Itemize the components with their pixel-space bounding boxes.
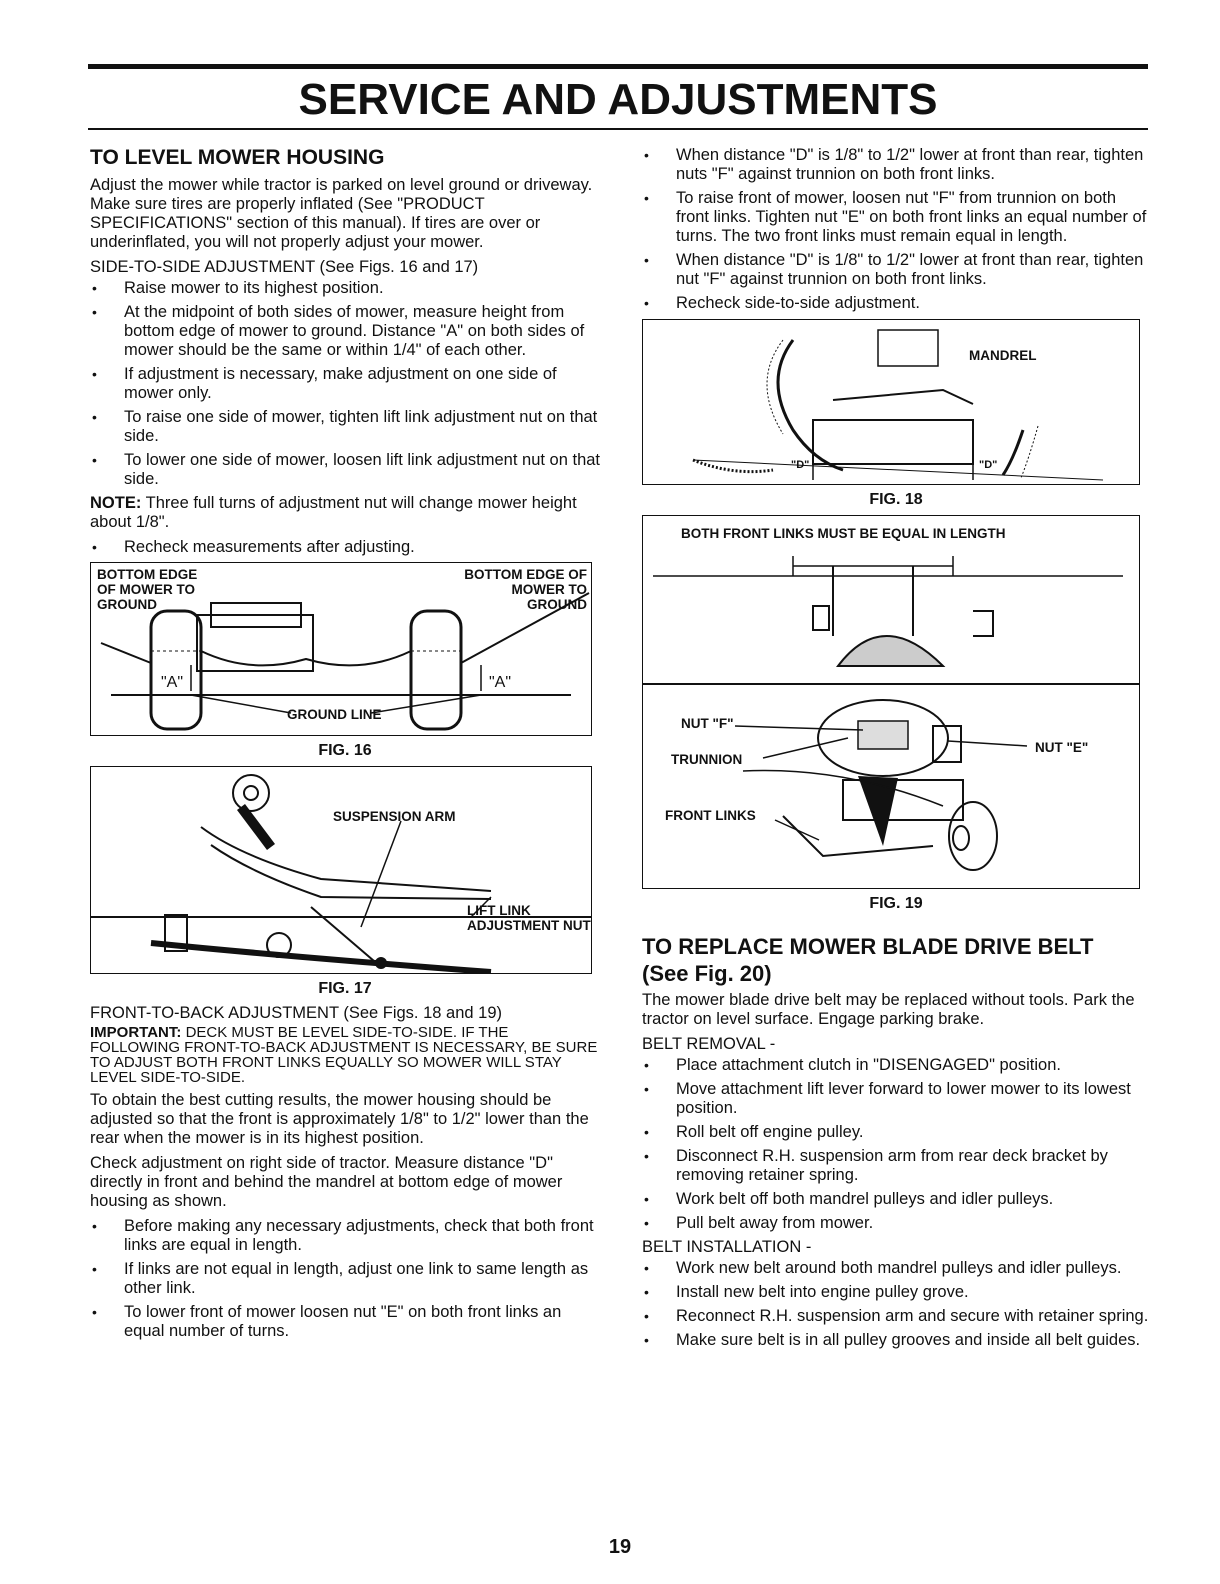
list-item: • Reconnect R.H. suspension arm and secure with retainer spring. — [642, 1307, 1150, 1326]
fig16-a-left: "A" — [161, 674, 184, 691]
page-title: SERVICE AND ADJUSTMENTS — [298, 75, 938, 124]
fig18-caption: FIG. 18 — [869, 491, 923, 508]
list-item: • Raise mower to its highest position. — [90, 279, 600, 298]
figure-18-drawing — [643, 320, 1139, 484]
list-item: • Place attachment clutch in "DISENGAGED" position. — [642, 1056, 1150, 1075]
fig16-ground-line: GROUND LINE — [287, 707, 382, 722]
top-rule — [88, 64, 1148, 69]
intro-paragraph: Adjust the mower while tractor is parked on level ground or driveway. Make sure tires are properly inflated (See "PRODUCT SPECIFICATIONS" section of this manual). If tires are over or underinflated, you will not properly adjust your mower. — [90, 176, 593, 251]
figure-18 — [642, 319, 1140, 485]
left-column — [90, 140, 600, 1346]
figure-19-drawing — [643, 516, 1139, 888]
important-note — [90, 1025, 600, 1085]
front-to-back-heading: FRONT-TO-BACK ADJUSTMENT (See Figs. 18 and 19) — [90, 1004, 503, 1022]
belt-installation-list — [642, 1259, 1150, 1350]
figure-17 — [90, 766, 592, 974]
fig19-front-links: FRONT LINKS — [665, 808, 756, 823]
note-label: NOTE: — [90, 494, 142, 512]
belt-intro: The mower blade drive belt may be replaced without tools. Park the tractor on level surface. Engage parking brake. — [642, 991, 1135, 1028]
fig18-d-left: "D" — [791, 459, 810, 471]
fig18-mandrel: MANDREL — [969, 348, 1037, 363]
side-to-side-heading: SIDE-TO-SIDE ADJUSTMENT (See Figs. 16 and 17) — [90, 258, 479, 276]
list-item: • Recheck measurements after adjusting. — [90, 538, 600, 557]
fig19-caption: FIG. 19 — [869, 895, 923, 912]
note — [90, 494, 600, 532]
recheck-list — [90, 538, 600, 557]
list-item: • To raise front of mower, loosen nut "F" from trunnion on both front links. Tighten nut "E" on both front links an equal number of turns. The two front links must remain equal in length. — [642, 189, 1150, 246]
list-item: • If links are not equal in length, adjust one link to same length as other link. — [90, 1260, 600, 1298]
belt-removal-heading: BELT REMOVAL - — [642, 1035, 776, 1053]
list-item: • Before making any necessary adjustments, check that both front links are equal in length. — [90, 1217, 600, 1255]
front-to-back-list — [90, 1217, 600, 1341]
list-item: • To lower front of mower loosen nut "E" on both front links an equal number of turns. — [90, 1303, 600, 1341]
fig19-trunnion: TRUNNION — [671, 752, 743, 767]
list-item: • Work belt off both mandrel pulleys and idler pulleys. — [642, 1190, 1150, 1209]
list-item: • Move attachment lift lever forward to lower mower to its lowest position. — [642, 1080, 1150, 1118]
section-heading-drive-belt: TO REPLACE MOWER BLADE DRIVE BELT (See Fig. 20) — [642, 934, 1094, 986]
list-item: • If adjustment is necessary, make adjustment on one side of mower only. — [90, 365, 600, 403]
fig17-caption: FIG. 17 — [318, 980, 372, 997]
fig16-a-right: "A" — [489, 674, 512, 691]
fig16-label-right: BOTTOM EDGE OF MOWER TO GROUND — [464, 567, 587, 612]
important-text: DECK MUST BE LEVEL SIDE-TO-SIDE. IF THE FOLLOWING FRONT-TO-BACK ADJUSTMENT IS NECESSARY, BE SURE TO ADJUST BOTH FRONT LINKS EQUALLY SO MOWER WILL STAY LEVEL SIDE-TO-SIDE. — [90, 1024, 598, 1086]
list-item: • Install new belt into engine pulley grove. — [642, 1283, 1150, 1302]
fig18-d-right: "D" — [979, 459, 998, 471]
list-item: • Pull belt away from mower. — [642, 1214, 1150, 1233]
right-column — [642, 146, 1150, 1355]
best-results-paragraph: To obtain the best cutting results, the mower housing should be adjusted so that the front is approximately 1/8" to 1/2" lower than the rear when the mower is in its highest position. — [90, 1091, 589, 1147]
fig17-suspension-arm: SUSPENSION ARM — [333, 809, 456, 824]
page-number: 19 — [608, 1536, 632, 1558]
belt-removal-list — [642, 1056, 1150, 1233]
important-label: IMPORTANT: — [90, 1024, 182, 1041]
list-item: • Recheck side-to-side adjustment. — [642, 294, 1150, 313]
title-underline — [88, 128, 1148, 130]
fig19-nut-f: NUT "F" — [681, 716, 734, 731]
list-item: • Disconnect R.H. suspension arm from rear deck bracket by removing retainer spring. — [642, 1147, 1150, 1185]
side-to-side-list — [90, 279, 600, 489]
fig16-caption: FIG. 16 — [318, 742, 372, 759]
note-text: Three full turns of adjustment nut will change mower height about 1/8". — [90, 494, 577, 531]
front-adjust-list — [642, 146, 1150, 313]
fig17-lift-link: LIFT LINK ADJUSTMENT NUT — [467, 903, 591, 933]
figure-19 — [642, 515, 1140, 889]
list-item: • Make sure belt is in all pulley grooves and inside all belt guides. — [642, 1331, 1150, 1350]
section-heading-level-mower: TO LEVEL MOWER HOUSING — [90, 146, 385, 169]
list-item: • Work new belt around both mandrel pulleys and idler pulleys. — [642, 1259, 1150, 1278]
list-item: • At the midpoint of both sides of mower, measure height from bottom edge of mower to ground. Distance "A" on both sides of mower should be the same or within 1/4" of each other. — [90, 303, 600, 360]
list-item: • When distance "D" is 1/8" to 1/2" lower at front than rear, tighten nuts "F" against trunnion on both front links. — [642, 146, 1150, 184]
list-item: • Roll belt off engine pulley. — [642, 1123, 1150, 1142]
fig16-label-left: BOTTOM EDGE OF MOWER TO GROUND — [97, 567, 198, 612]
list-item: • When distance "D" is 1/8" to 1/2" lower at front than rear, tighten nut "F" against trunnion on both front links. — [642, 251, 1150, 289]
belt-installation-heading: BELT INSTALLATION - — [642, 1238, 812, 1256]
fig19-header: BOTH FRONT LINKS MUST BE EQUAL IN LENGTH — [681, 526, 1006, 541]
fig19-nut-e: NUT "E" — [1035, 740, 1089, 755]
list-item: • To raise one side of mower, tighten lift link adjustment nut on that side. — [90, 408, 600, 446]
check-paragraph: Check adjustment on right side of tractor. Measure distance "D" directly in front and behind the mandrel at bottom edge of mower housing as shown. — [90, 1154, 563, 1210]
figure-16 — [90, 562, 592, 736]
figure-17-drawing — [91, 767, 591, 973]
list-item: • To lower one side of mower, loosen lift link adjustment nut on that side. — [90, 451, 600, 489]
